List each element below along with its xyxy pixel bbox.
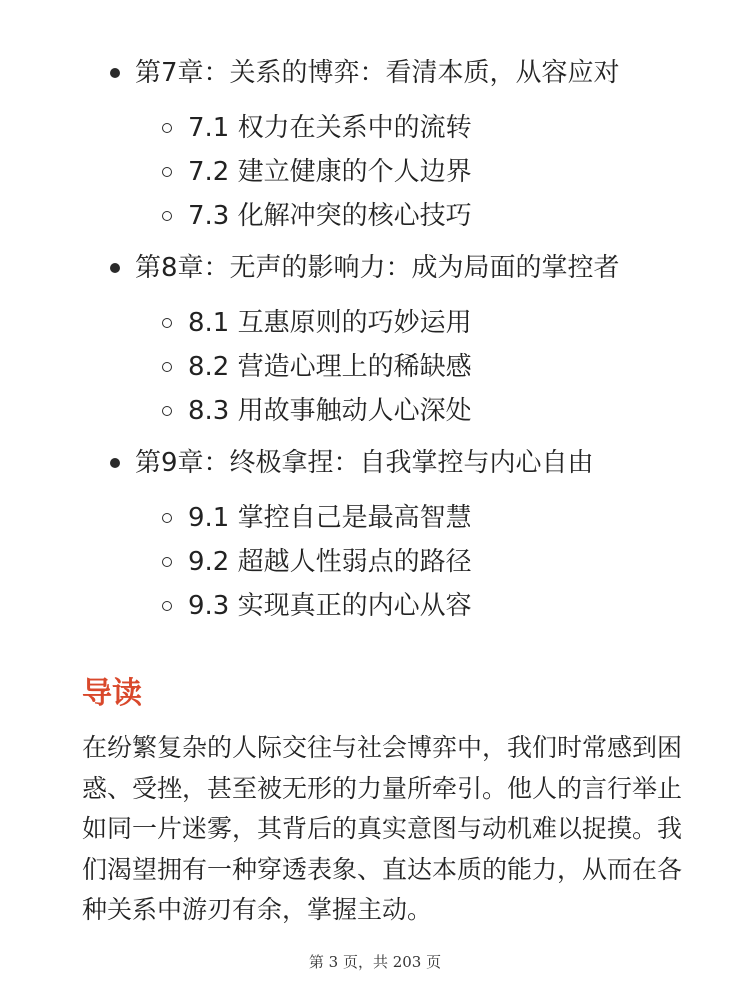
section-title: 7.1 权力在关系中的流转 [188, 113, 472, 143]
section-title: 8.3 用故事触动人心深处 [188, 396, 472, 426]
toc-section-8-1 [0, 301, 750, 345]
toc-section-8-2 [0, 345, 750, 389]
intro-paragraph: 在纷繁复杂的人际交往与社会博弈中，我们时常感到困惑、受挫，甚至被无形的力量所牵引。他人的言行举止如同一片迷雾，其背后的真实意图与动机难以捉摸。我们渴望拥有一种穿透表象、直达本质的能力，从而在各种关系中游刃有余，掌握主动。 [82, 733, 683, 924]
bullet-circle-icon [162, 557, 172, 567]
section-title: 8.1 互惠原则的巧妙运用 [188, 308, 472, 338]
chapter-title: 第8章：无声的影响力：成为局面的掌控者 [135, 253, 620, 283]
section-title: 7.3 化解冲突的核心技巧 [188, 201, 472, 231]
toc-sections-7 [0, 98, 750, 243]
bullet-circle-icon [162, 362, 172, 372]
table-of-contents [0, 48, 750, 633]
bullet-circle-icon [162, 123, 172, 133]
toc-section-9-2 [0, 540, 750, 584]
bullet-circle-icon [162, 318, 172, 328]
section-title: 8.2 营造心理上的稀缺感 [188, 352, 472, 382]
bullet-dot-icon [110, 458, 120, 468]
toc-section-7-2 [0, 150, 750, 194]
toc-sections-9 [0, 488, 750, 633]
toc-section-9-1 [0, 496, 750, 540]
toc-chapter-8 [0, 243, 750, 293]
intro-body [82, 728, 682, 931]
toc-section-7-1 [0, 106, 750, 150]
toc-chapter-9 [0, 438, 750, 488]
section-title: 7.2 建立健康的个人边界 [188, 157, 472, 187]
toc-section-7-3 [0, 194, 750, 238]
chapter-title: 第7章：关系的博弈：看清本质，从容应对 [135, 58, 620, 88]
bullet-dot-icon [110, 263, 120, 273]
toc-section-8-3 [0, 389, 750, 433]
bullet-circle-icon [162, 167, 172, 177]
bullet-dot-icon [110, 68, 120, 78]
toc-sections-8 [0, 293, 750, 438]
bullet-circle-icon [162, 601, 172, 611]
intro-heading: 导读 [82, 676, 142, 711]
toc-section-9-3 [0, 584, 750, 628]
section-title: 9.3 实现真正的内心从容 [188, 591, 472, 621]
chapter-title: 第9章：终极拿捏：自我掌控与内心自由 [135, 448, 594, 478]
bullet-circle-icon [162, 513, 172, 523]
section-title: 9.1 掌控自己是最高智慧 [188, 503, 472, 533]
bullet-circle-icon [162, 211, 172, 221]
page-number-footer: 第 3 页，共 203 页 [308, 953, 442, 971]
toc-chapter-7 [0, 48, 750, 98]
section-title: 9.2 超越人性弱点的路径 [188, 547, 472, 577]
bullet-circle-icon [162, 406, 172, 416]
